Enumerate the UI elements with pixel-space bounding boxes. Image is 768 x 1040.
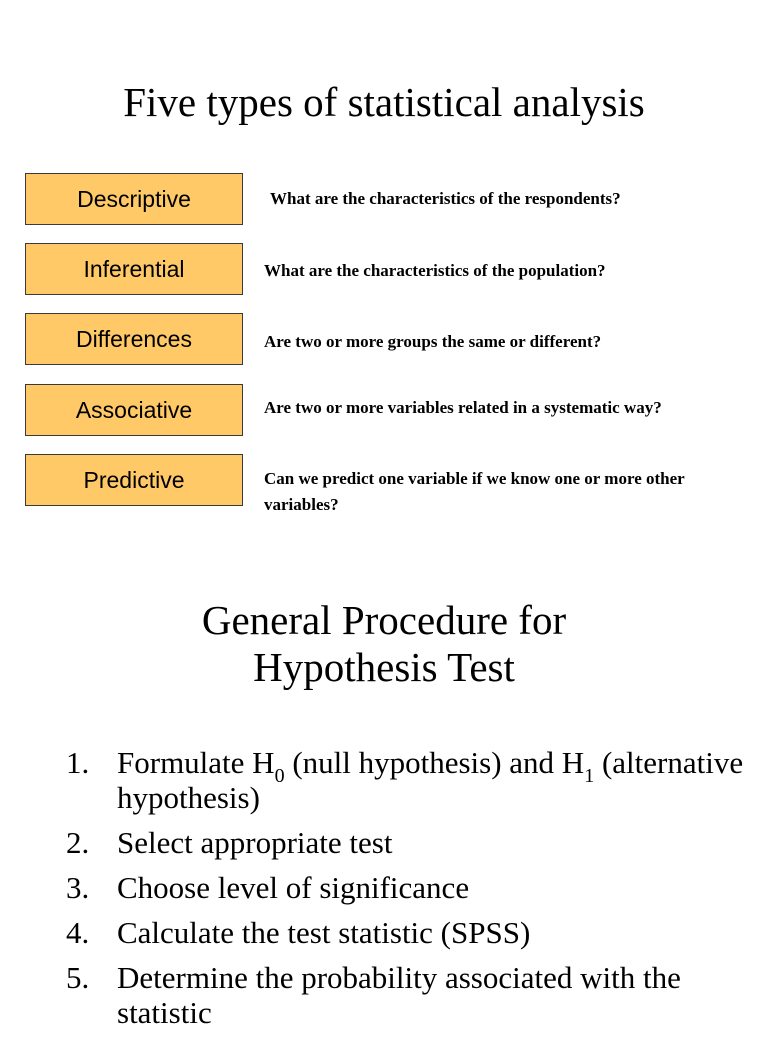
procedure-steps (0, 745, 768, 1040)
type-box-associative: Associative (25, 384, 243, 436)
step-text: Choose level of significance (117, 870, 470, 905)
type-question-predictive: Can we predict one variable if we know one or more other variables? (264, 469, 685, 514)
step-number: 2. (66, 825, 90, 860)
step-item (0, 825, 768, 860)
type-row-differences (25, 313, 768, 365)
step-text: Determine the probability associated with the statistic (117, 960, 681, 1030)
type-question-differences: Are two or more groups the same or different? (264, 332, 602, 351)
type-box-differences: Differences (25, 313, 243, 365)
step-item (0, 915, 768, 950)
step-number: 4. (66, 915, 90, 950)
step-text-part: (alternative hypothesis) (117, 745, 744, 815)
type-row-inferential (25, 243, 768, 295)
subscript-one: 1 (584, 765, 595, 787)
step-number: 1. (66, 745, 90, 780)
step-number: 5. (66, 960, 90, 995)
type-question-descriptive: What are the characteristics of the respondents? (270, 189, 621, 208)
step-text-part: (null hypothesis) and H (284, 745, 585, 780)
type-box-inferential: Inferential (25, 243, 243, 295)
type-row-predictive (25, 454, 768, 524)
type-row-associative (25, 384, 768, 436)
title-line-2: Hypothesis Test (253, 644, 515, 691)
type-question-inferential: What are the characteristics of the population? (264, 261, 606, 280)
slide-title-types: Five types of statistical analysis (123, 79, 645, 125)
type-question-associative: Are two or more variables related in a systematic way? (264, 398, 662, 417)
type-box-descriptive: Descriptive (25, 173, 243, 225)
type-box-predictive: Predictive (25, 454, 243, 506)
type-row-descriptive (25, 173, 768, 225)
step-item (0, 870, 768, 905)
step-text: Select appropriate test (117, 825, 393, 860)
step-item (0, 960, 768, 1030)
step-item (0, 745, 768, 815)
title-line-1: General Procedure for (201, 597, 567, 643)
step-number: 3. (66, 870, 90, 905)
step-text-part: Formulate H (117, 745, 275, 780)
subscript-zero: 0 (274, 765, 285, 787)
slide-title-procedure (0, 597, 768, 691)
step-text: Calculate the test statistic (SPSS) (117, 915, 531, 950)
